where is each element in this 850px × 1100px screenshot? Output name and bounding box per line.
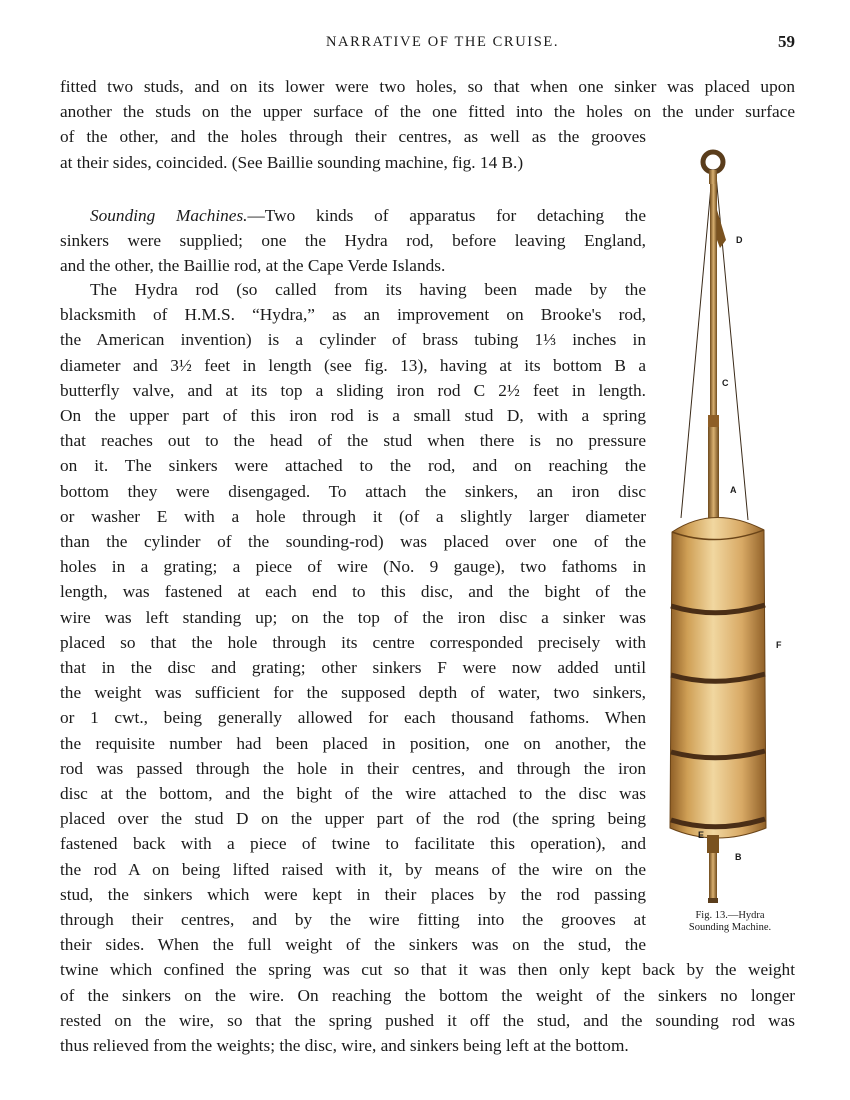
figure-caption	[668, 910, 792, 934]
text-line: On the upper part of this iron rod is a small stud D, with a spring	[60, 406, 646, 426]
text-line	[60, 203, 646, 228]
text-line: rested on the wire, so that the spring pushed it off the stud, and the sounding rod was	[60, 1010, 795, 1030]
label-f: F	[776, 640, 782, 650]
page-header	[60, 34, 795, 56]
text-line: that in the disc and grating; other sinkers F were now added until	[60, 658, 646, 678]
text-line: length, was fastened at each end to this disc, and the bight of the	[60, 582, 646, 602]
label-b: B	[735, 852, 742, 862]
text-line: the requisite number had been placed in position, one on another, the	[60, 733, 646, 753]
text-run: —Two kinds of apparatus for detaching the	[247, 206, 646, 225]
brass-tube	[708, 427, 719, 519]
text-line: the rod A on being lifted raised with it, by means of the wire on the	[60, 859, 646, 879]
text-line: diameter and 3½ feet in length (see fig. 13), having at its bottom B a	[60, 355, 646, 375]
text-line: wire was left standing up; on the top of the iron disc a sinker was	[60, 607, 646, 627]
text-line: disc at the bottom, and the bight of the wire attached to the disc was	[60, 784, 646, 804]
text-line: that reaches out to the head of the stud when there is no pressure	[60, 431, 646, 451]
sinker-stack	[670, 517, 766, 838]
text-line: the weight was sufficient for the supposed depth of water, two sinkers,	[60, 683, 646, 703]
text-line: fitted two studs, and on its lower were two holes, so that when one sinker was placed upon	[60, 77, 795, 96]
paragraph-sounding-machines	[60, 203, 646, 279]
running-title: NARRATIVE OF THE CRUISE.	[325, 34, 560, 50]
text-line: of the sinkers on the wire. On reaching the bottom the weight of the sinkers no longer	[60, 985, 795, 1005]
text-line: through their centres, and by the wire fitting into the grooves at	[60, 910, 646, 930]
caption-line: Fig. 13.—Hydra	[695, 910, 765, 921]
page-number: 59	[778, 32, 795, 51]
text-line: the American invention) is a cylinder of brass tubing 1⅓ inches in	[60, 330, 646, 350]
text-line: thus relieved from the weights; the disc, wire, and sinkers being left at the bottom.	[60, 1036, 629, 1056]
text-line: sinkers were supplied; one the Hydra rod, before leaving England,	[60, 231, 646, 251]
text-line: twine which confined the spring was cut so that it was then only kept back by the weight	[60, 960, 795, 980]
hydra-sounding-machine-figure	[660, 140, 800, 940]
text-line: placed over the stud D on the upper part of the rod (the spring being	[60, 809, 646, 829]
label-a: A	[730, 485, 737, 495]
text-line: rod was passed through the hole in their centres, and through the iron	[60, 758, 646, 778]
label-c: C	[722, 378, 729, 388]
text-line: butterfly valve, and at its top a sliding iron rod C 2½ feet in length.	[60, 380, 646, 400]
text-line: holes in a grating; a piece of wire (No. 9 gauge), two fathoms in	[60, 557, 646, 577]
text-line: stud, the sinkers which were kept in their places by the rod passing	[60, 884, 646, 904]
text-line: placed so that the hole through its centre corresponded precisely with	[60, 632, 646, 652]
text-line: bottom they were disengaged. To attach the sinkers, an iron disc	[60, 481, 646, 501]
label-d: D	[736, 235, 743, 245]
section-heading: Sounding Machines.	[90, 206, 248, 225]
text-line: on it. The sinkers were attached to the rod, and on reaching the	[60, 456, 646, 476]
text-line: of the other, and the holes through their centres, as well as the grooves	[60, 127, 646, 147]
butterfly-valve-end	[707, 835, 719, 903]
text-line: at their sides, coincided. (See Baillie sounding machine, fig. 14 B.)	[60, 152, 524, 172]
text-line: blacksmith of H.M.S. “Hydra,” as an improvement on Brooke's rod,	[60, 305, 646, 325]
label-e: E	[698, 830, 705, 840]
hydra-rod-illustration	[660, 140, 800, 940]
ring-shackle	[703, 152, 723, 184]
sliding-iron-rod	[708, 184, 726, 434]
text-line: their sides. When the full weight of the sinkers was on the stud, the	[60, 935, 646, 955]
text-line: than the cylinder of the sounding-rod) was placed over one of the	[60, 532, 646, 552]
text-line: and the other, the Baillie rod, at the Cape Verde Islands.	[60, 256, 446, 276]
caption-line: Sounding Machine.	[688, 922, 772, 933]
text-line: The Hydra rod (so called from its having been made by the	[90, 280, 646, 299]
text-line: or washer E with a hole through it (of a slightly larger diameter	[60, 506, 646, 526]
text-line: or 1 cwt., being generally allowed for each thousand fathoms. When	[60, 708, 646, 728]
text-line: fastened back with a piece of twine to facilitate this operation), and	[60, 834, 646, 854]
text-line: another the studs on the upper surface of the one fitted into the holes on the under surface	[60, 102, 795, 122]
